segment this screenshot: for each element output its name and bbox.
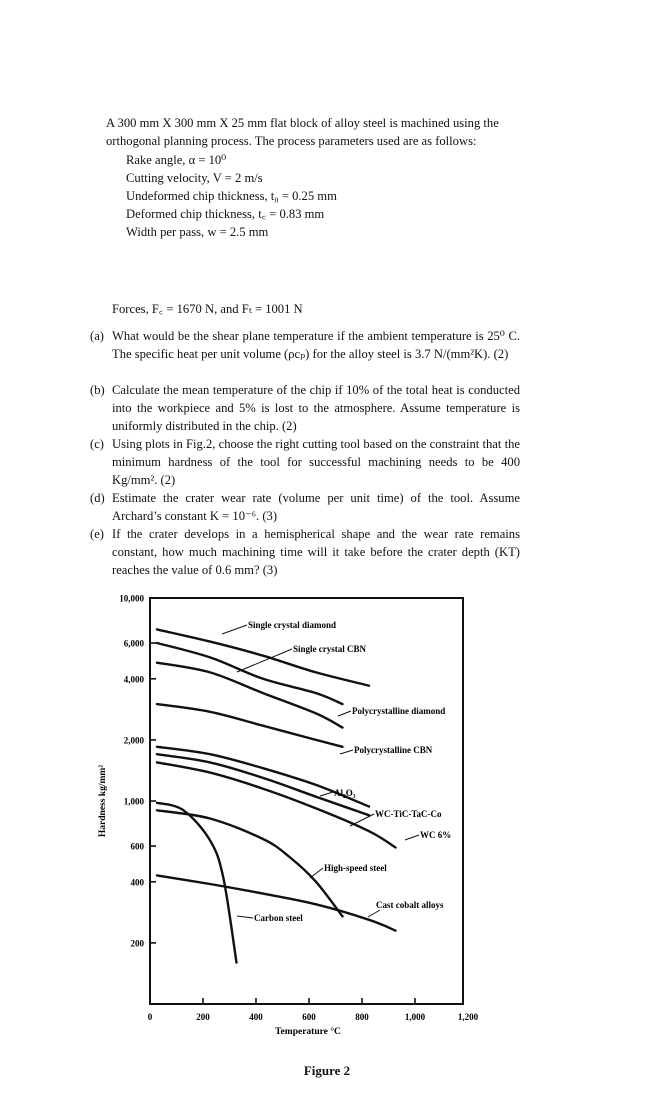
series-line-wc-tic-tac-co [157, 754, 369, 815]
question-b [90, 381, 520, 435]
x-tick-label: 400 [249, 1012, 263, 1022]
y-axis-label: Hardness kg/mm² [98, 764, 108, 838]
curve-label-al2o3: Al₂O₃ [334, 788, 356, 798]
curve-label-leader [350, 814, 374, 826]
curve-label-leader [340, 750, 353, 754]
y-tick-label: 400 [130, 877, 144, 888]
curve-label-leader [368, 910, 380, 917]
param-rake-angle: Rake angle, α = 10⁰ [126, 153, 227, 167]
y-tick-label: 2,000 [123, 735, 144, 746]
curve-label-polycrystalline-diamond: Polycrystalline diamond [352, 706, 446, 716]
x-axis-label: Temperature °C [275, 1027, 341, 1037]
param-undeformed-thickness: Undeformed chip thickness, t₀ = 0.25 mm [126, 189, 337, 203]
y-tick-label: 1,000 [123, 796, 144, 807]
question-label: (d) [90, 491, 105, 505]
y-tick-label: 200 [130, 938, 144, 949]
curve-label-leader [310, 868, 323, 878]
curve-label-wc-6pct: WC 6% [420, 830, 452, 840]
curve-label-leader [237, 649, 292, 672]
question-text: What would be the shear plane temperature if the ambient temperature is 25⁰ C. The specific heat per unit volume (ρcₚ) for the alloy steel is 3.7 N/(mm²K). (2) [112, 329, 520, 361]
plot-frame [150, 598, 463, 1004]
x-tick-label: 0 [147, 1012, 153, 1022]
question-text: Using plots in Fig.2, choose the right cutting tool based on the constraint that the minimum hardness of the tool for successful machining needs to be 400 Kg/mm². (2) [112, 437, 520, 487]
curve-label-leader [320, 792, 333, 796]
y-tick-label: 6,000 [123, 638, 144, 649]
curve-label-leader [237, 916, 253, 918]
x-tick-label: 800 [355, 1012, 369, 1022]
x-tick-label: 1,000 [404, 1012, 426, 1022]
forces-line: Forces, F꜀ = 1670 N, and Fₜ = 1001 N [112, 302, 303, 316]
curve-label-high-speed-steel: High-speed steel [324, 863, 387, 873]
curve-label-polycrystalline-cbn: Polycrystalline CBN [354, 745, 433, 755]
question-label: (e) [90, 527, 104, 541]
curve-label-single-crystal-cbn: Single crystal CBN [293, 644, 366, 654]
x-tick-label: 200 [196, 1012, 210, 1022]
figure-caption: Figure 2 [303, 1063, 351, 1078]
curve-label-leader [405, 835, 419, 840]
x-tick-label: 600 [302, 1012, 316, 1022]
curve-label-single-crystal-diamond: Single crystal diamond [248, 620, 337, 630]
hardness-temperature-chart [0, 585, 654, 1055]
question-label: (c) [90, 437, 104, 451]
series-line-high-speed-steel [157, 810, 343, 916]
series-line-wc-6pct [157, 762, 396, 847]
param-width-per-pass: Width per pass, w = 2.5 mm [126, 225, 269, 239]
curve-label-leader [338, 711, 351, 716]
x-tick-label: 1,200 [457, 1012, 479, 1022]
series-line-single-crystal-diamond [157, 629, 369, 685]
y-tick-label: 4,000 [123, 674, 144, 685]
question-d [90, 489, 520, 525]
question-e [90, 525, 520, 579]
question-c [90, 435, 520, 489]
curve-label-wc-tic-tac-co: WC-TiC-TaC-Co [375, 809, 442, 819]
process-parameters [126, 151, 337, 241]
question-text: If the crater develops in a hemispherical shape and the wear rate remains constant, how much machining time will it take before the crater depth (KT) reaches the value of 0.6 mm? (3) [112, 527, 520, 577]
curve-label-leader [222, 625, 247, 634]
question-label: (b) [90, 383, 105, 397]
question-label: (a) [90, 329, 104, 343]
y-tick-label: 10,000 [119, 593, 144, 604]
series-line-polycrystalline-cbn [157, 704, 343, 747]
param-cutting-velocity: Cutting velocity, V = 2 m/s [126, 171, 263, 185]
question-text: Estimate the crater wear rate (volume per unit time) of the tool. Assume Archard’s constant K = 10⁻⁶. (3) [112, 491, 520, 523]
curve-label-carbon-steel: Cast cobalt alloys [376, 900, 444, 910]
question-a [90, 327, 520, 363]
param-deformed-thickness: Deformed chip thickness, t꜀ = 0.83 mm [126, 207, 325, 221]
curve-label-cast-cobalt-alloys: Carbon steel [254, 913, 303, 923]
problem-intro: A 300 mm X 300 mm X 25 mm flat block of alloy steel is machined using the orthogonal planning process. The process parameters used are as follows: [106, 116, 499, 148]
question-text: Calculate the mean temperature of the chip if 10% of the total heat is conducted into the workpiece and 5% is lost to the atmosphere. Assume temperature is uniformly distributed in the chip. (2) [112, 383, 520, 433]
y-tick-label: 600 [130, 841, 144, 852]
